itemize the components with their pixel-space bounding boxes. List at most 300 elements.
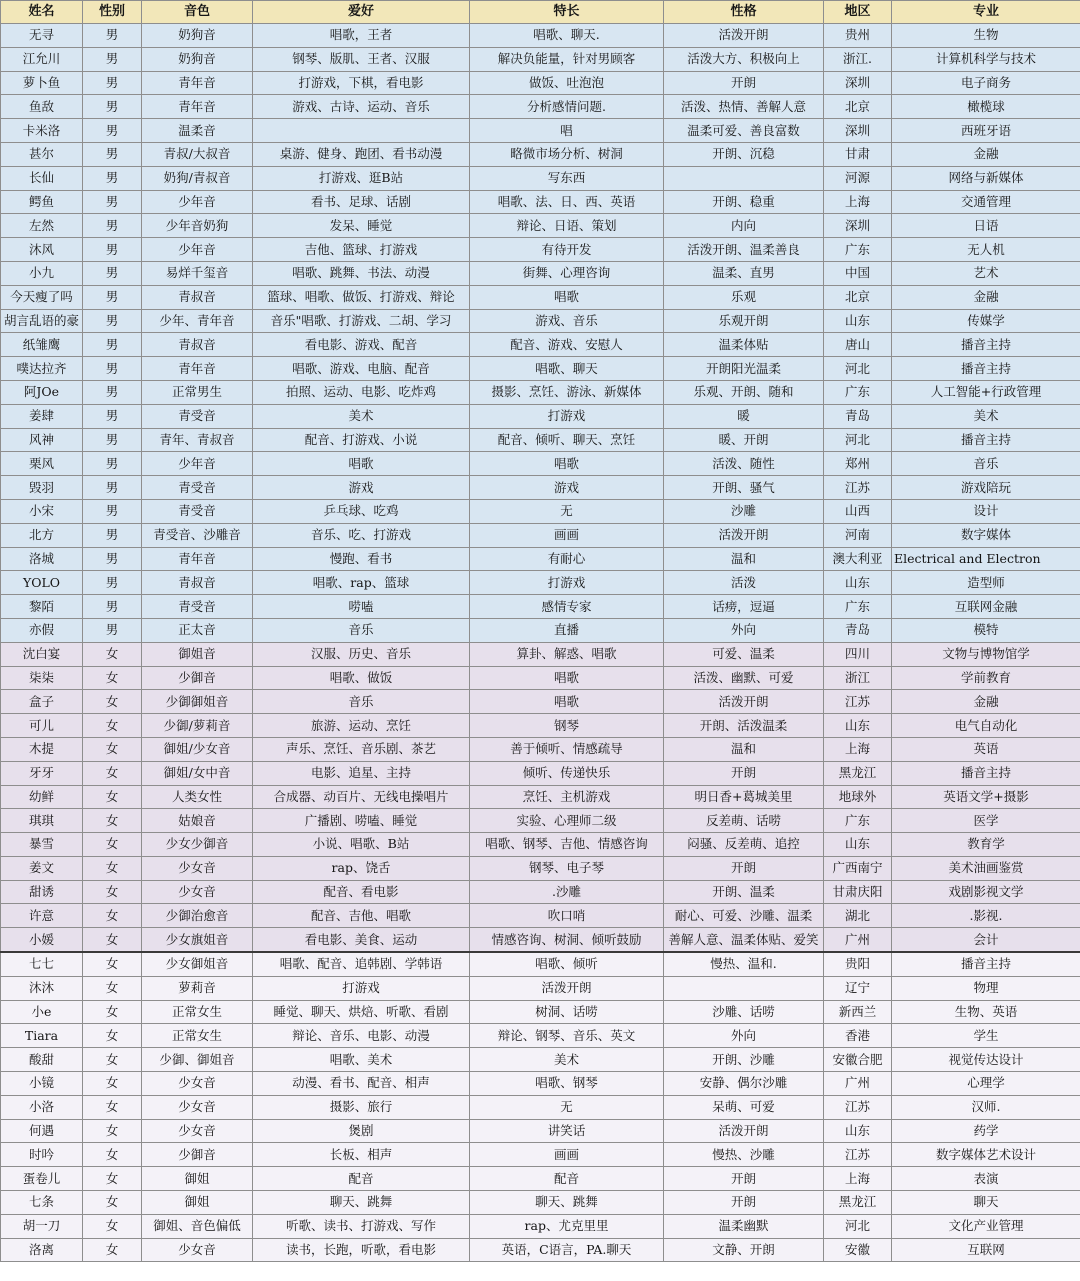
region-cell: 上海 xyxy=(824,737,892,761)
personality-cell: 开朗、温柔 xyxy=(664,880,824,904)
personality-cell: 开朗 xyxy=(664,856,824,880)
personality-cell: 活泼开朗 xyxy=(664,690,824,714)
major-cell: 模特 xyxy=(892,618,1080,642)
region-cell: 上海 xyxy=(824,1167,892,1191)
voice-cell: 少御御姐音 xyxy=(142,690,253,714)
hobby-cell: 游戏 xyxy=(253,476,470,500)
personality-cell: 开朗 xyxy=(664,761,824,785)
name-cell: 萝卜鱼 xyxy=(1,71,83,95)
major-cell: 播音主持 xyxy=(892,952,1080,976)
table-row xyxy=(1,666,1080,690)
region-cell: 广东 xyxy=(824,238,892,262)
gender-cell: 男 xyxy=(83,476,142,500)
hobby-cell: 摄影、旅行 xyxy=(253,1095,470,1119)
personality-cell: 温柔、直男 xyxy=(664,261,824,285)
personality-cell: 开朗、活泼温柔 xyxy=(664,714,824,738)
skill-cell: 唱歌、钢琴、吉他、情感咨询 xyxy=(470,833,664,857)
gender-cell: 男 xyxy=(83,142,142,166)
table-row xyxy=(1,309,1080,333)
region-cell: 湖北 xyxy=(824,904,892,928)
skill-cell: 街舞、心理咨询 xyxy=(470,261,664,285)
name-cell: 卡米洛 xyxy=(1,119,83,143)
skill-cell: 倾听、传递快乐 xyxy=(470,761,664,785)
region-cell: 深圳 xyxy=(824,214,892,238)
table-row xyxy=(1,190,1080,214)
name-cell: 沐沐 xyxy=(1,976,83,1000)
skill-cell: 唱歌、倾听 xyxy=(470,952,664,976)
gender-cell: 女 xyxy=(83,1143,142,1167)
voice-cell: 青年音 xyxy=(142,357,253,381)
voice-cell: 青受音、沙雕音 xyxy=(142,523,253,547)
major-cell: 播音主持 xyxy=(892,428,1080,452)
personality-cell: 外向 xyxy=(664,1024,824,1048)
gender-cell: 男 xyxy=(83,71,142,95)
region-cell: 广东 xyxy=(824,809,892,833)
voice-cell: 易烊千玺音 xyxy=(142,261,253,285)
name-cell: 可儿 xyxy=(1,714,83,738)
gender-cell: 女 xyxy=(83,833,142,857)
gender-cell: 女 xyxy=(83,714,142,738)
hobby-cell: 广播剧、唠嗑、睡觉 xyxy=(253,809,470,833)
region-cell: 贵州 xyxy=(824,24,892,48)
region-cell: 河北 xyxy=(824,428,892,452)
name-cell: 鳄鱼 xyxy=(1,190,83,214)
gender-cell: 男 xyxy=(83,214,142,238)
personality-cell: 内向 xyxy=(664,214,824,238)
hobby-cell: 唱歌、rap、篮球 xyxy=(253,571,470,595)
region-cell: 广西南宁 xyxy=(824,856,892,880)
header-row xyxy=(1,1,1080,24)
gender-cell: 女 xyxy=(83,952,142,976)
name-cell: 小媛 xyxy=(1,928,83,952)
region-cell: 安徽 xyxy=(824,1238,892,1262)
table-row xyxy=(1,499,1080,523)
major-cell: 网络与新媒体 xyxy=(892,166,1080,190)
region-cell: 浙江 xyxy=(824,666,892,690)
major-cell: 心理学 xyxy=(892,1072,1080,1096)
name-cell: 阿JOe xyxy=(1,380,83,404)
hobby-cell: 钢琴、版肌、王者、汉服 xyxy=(253,47,470,71)
column-header: 姓名 xyxy=(1,1,83,24)
name-cell: 胡言乱语的豪 xyxy=(1,309,83,333)
name-cell: 牙牙 xyxy=(1,761,83,785)
table-row xyxy=(1,261,1080,285)
region-cell: 贵阳 xyxy=(824,952,892,976)
personality-cell: 文静、开朗 xyxy=(664,1238,824,1262)
hobby-cell: 配音、看电影 xyxy=(253,880,470,904)
gender-cell: 男 xyxy=(83,499,142,523)
gender-cell: 男 xyxy=(83,618,142,642)
skill-cell: 唱歌 xyxy=(470,690,664,714)
table-row xyxy=(1,1072,1080,1096)
skill-cell: 唱歌 xyxy=(470,452,664,476)
gender-cell: 男 xyxy=(83,547,142,571)
skill-cell: 略微市场分析、树洞 xyxy=(470,142,664,166)
region-cell: 澳大利亚 xyxy=(824,547,892,571)
personality-cell: 暖、开朗 xyxy=(664,428,824,452)
major-cell: 表演 xyxy=(892,1167,1080,1191)
gender-cell: 男 xyxy=(83,24,142,48)
voice-cell: 正常男生 xyxy=(142,380,253,404)
region-cell: 山西 xyxy=(824,499,892,523)
hobby-cell: 唱歌、跳舞、书法、动漫 xyxy=(253,261,470,285)
hobby-cell: 打游戏，下棋，看电影 xyxy=(253,71,470,95)
table-row xyxy=(1,24,1080,48)
major-cell: 学生 xyxy=(892,1024,1080,1048)
name-cell: 暴雪 xyxy=(1,833,83,857)
table-row xyxy=(1,714,1080,738)
gender-cell: 女 xyxy=(83,976,142,1000)
hobby-cell: 煲剧 xyxy=(253,1119,470,1143)
personality-cell: 活泼大方、积极向上 xyxy=(664,47,824,71)
hobby-cell: 音乐 xyxy=(253,618,470,642)
table-row xyxy=(1,285,1080,309)
hobby-cell: 唱歌，王者 xyxy=(253,24,470,48)
major-cell: 文物与博物馆学 xyxy=(892,642,1080,666)
table-row xyxy=(1,928,1080,952)
skill-cell: 情感咨询、树洞、倾听鼓励 xyxy=(470,928,664,952)
region-cell: 上海 xyxy=(824,190,892,214)
major-cell: 生物、英语 xyxy=(892,1000,1080,1024)
region-cell: 江苏 xyxy=(824,690,892,714)
hobby-cell: 慢跑、看书 xyxy=(253,547,470,571)
skill-cell: 打游戏 xyxy=(470,571,664,595)
gender-cell: 男 xyxy=(83,47,142,71)
gender-cell: 男 xyxy=(83,285,142,309)
skill-cell: 活泼开朗 xyxy=(470,976,664,1000)
hobby-cell: 看电影、游戏、配音 xyxy=(253,333,470,357)
skill-cell: 配音、游戏、安慰人 xyxy=(470,333,664,357)
skill-cell: 游戏、音乐 xyxy=(470,309,664,333)
skill-cell: 烹饪、主机游戏 xyxy=(470,785,664,809)
gender-cell: 女 xyxy=(83,1095,142,1119)
voice-cell: 少女音 xyxy=(142,1238,253,1262)
region-cell: 青岛 xyxy=(824,618,892,642)
table-row xyxy=(1,1191,1080,1215)
gender-cell: 男 xyxy=(83,428,142,452)
major-cell: 戏剧影视文学 xyxy=(892,880,1080,904)
gender-cell: 女 xyxy=(83,1238,142,1262)
hobby-cell: rap、饶舌 xyxy=(253,856,470,880)
region-cell: 甘肃庆阳 xyxy=(824,880,892,904)
table-row xyxy=(1,1214,1080,1238)
hobby-cell: 音乐 xyxy=(253,690,470,714)
voice-cell: 少年、青年音 xyxy=(142,309,253,333)
name-cell: 小镜 xyxy=(1,1072,83,1096)
name-cell: 琪琪 xyxy=(1,809,83,833)
skill-cell: 英语，C语言，PA.聊天 xyxy=(470,1238,664,1262)
major-cell: 学前教育 xyxy=(892,666,1080,690)
name-cell: 亦假 xyxy=(1,618,83,642)
table-row xyxy=(1,380,1080,404)
personality-cell: 反差萌、话唠 xyxy=(664,809,824,833)
table-row xyxy=(1,761,1080,785)
region-cell: 安徽合肥 xyxy=(824,1048,892,1072)
skill-cell: 有待开发 xyxy=(470,238,664,262)
major-cell: 无人机 xyxy=(892,238,1080,262)
gender-cell: 男 xyxy=(83,166,142,190)
major-cell: 物理 xyxy=(892,976,1080,1000)
region-cell: 唐山 xyxy=(824,333,892,357)
hobby-cell: 配音、打游戏、小说 xyxy=(253,428,470,452)
region-cell: 辽宁 xyxy=(824,976,892,1000)
personality-cell: 开朗 xyxy=(664,1191,824,1215)
table-row xyxy=(1,642,1080,666)
voice-cell: 温柔音 xyxy=(142,119,253,143)
name-cell: 胡一刀 xyxy=(1,1214,83,1238)
region-cell: 河北 xyxy=(824,1214,892,1238)
name-cell: 幼鲜 xyxy=(1,785,83,809)
column-header: 特长 xyxy=(470,1,664,24)
gender-cell: 男 xyxy=(83,95,142,119)
region-cell: 青岛 xyxy=(824,404,892,428)
region-cell: 北京 xyxy=(824,95,892,119)
table-row xyxy=(1,428,1080,452)
skill-cell: 打游戏 xyxy=(470,404,664,428)
name-cell: 今天瘦了吗 xyxy=(1,285,83,309)
major-cell: Electrical and Electron xyxy=(892,547,1080,571)
gender-cell: 男 xyxy=(83,261,142,285)
gender-cell: 女 xyxy=(83,785,142,809)
personality-cell: 暖 xyxy=(664,404,824,428)
skill-cell: 善于倾听、情感疏导 xyxy=(470,737,664,761)
major-cell: 计算机科学与技术 xyxy=(892,47,1080,71)
skill-cell: 画画 xyxy=(470,523,664,547)
table-row xyxy=(1,1238,1080,1262)
major-cell: 电气自动化 xyxy=(892,714,1080,738)
gender-cell: 女 xyxy=(83,1119,142,1143)
voice-cell: 青年、青叔音 xyxy=(142,428,253,452)
gender-cell: 女 xyxy=(83,928,142,952)
region-cell: 山东 xyxy=(824,571,892,595)
name-cell: 小洛 xyxy=(1,1095,83,1119)
table-row xyxy=(1,737,1080,761)
hobby-cell: 音乐"唱歌、打游戏、二胡、学习 xyxy=(253,309,470,333)
voice-cell: 御姐/少女音 xyxy=(142,737,253,761)
personality-cell: 活泼、热情、善解人意 xyxy=(664,95,824,119)
gender-cell: 男 xyxy=(83,357,142,381)
hobby-cell: 配音 xyxy=(253,1167,470,1191)
name-cell: 鱼敌 xyxy=(1,95,83,119)
skill-cell: 有耐心 xyxy=(470,547,664,571)
region-cell: 深圳 xyxy=(824,71,892,95)
table-row xyxy=(1,1119,1080,1143)
voice-cell: 御姐 xyxy=(142,1167,253,1191)
skill-cell: 钢琴 xyxy=(470,714,664,738)
name-cell: 小e xyxy=(1,1000,83,1024)
hobby-cell: 吉他、篮球、打游戏 xyxy=(253,238,470,262)
personality-cell: 可爱、温柔 xyxy=(664,642,824,666)
hobby-cell: 合成器、动百片、无线电操唱片 xyxy=(253,785,470,809)
hobby-cell: 桌游、健身、跑团、看书动漫 xyxy=(253,142,470,166)
name-cell: 甜诱 xyxy=(1,880,83,904)
name-cell: 噗达拉齐 xyxy=(1,357,83,381)
table-row xyxy=(1,452,1080,476)
major-cell: 英语文学+摄影 xyxy=(892,785,1080,809)
personality-cell: 开朗、沉稳 xyxy=(664,142,824,166)
region-cell: 浙江. xyxy=(824,47,892,71)
hobby-cell: 发呆、睡觉 xyxy=(253,214,470,238)
name-cell: 风神 xyxy=(1,428,83,452)
personality-cell: 沙雕、话唠 xyxy=(664,1000,824,1024)
major-cell: 金融 xyxy=(892,690,1080,714)
voice-cell: 青叔/大叔音 xyxy=(142,142,253,166)
skill-cell: 钢琴、电子琴 xyxy=(470,856,664,880)
hobby-cell: 唱歌、美术 xyxy=(253,1048,470,1072)
major-cell: 英语 xyxy=(892,737,1080,761)
table-row xyxy=(1,785,1080,809)
column-header: 性别 xyxy=(83,1,142,24)
major-cell: 数字媒体 xyxy=(892,523,1080,547)
major-cell: 传媒学 xyxy=(892,309,1080,333)
voice-cell: 青受音 xyxy=(142,499,253,523)
personality-cell: 安静、偶尔沙雕 xyxy=(664,1072,824,1096)
voice-cell: 少女音 xyxy=(142,880,253,904)
hobby-cell: 配音、吉他、唱歌 xyxy=(253,904,470,928)
voice-cell: 奶狗/青叔音 xyxy=(142,166,253,190)
skill-cell: 美术 xyxy=(470,1048,664,1072)
skill-cell: 摄影、烹饪、游泳、新媒体 xyxy=(470,380,664,404)
personality-cell: 温柔体贴 xyxy=(664,333,824,357)
voice-cell: 少御音 xyxy=(142,1143,253,1167)
region-cell: 山东 xyxy=(824,1119,892,1143)
voice-cell: 少御治愈音 xyxy=(142,904,253,928)
voice-cell: 少女少御音 xyxy=(142,833,253,857)
name-cell: 柒柒 xyxy=(1,666,83,690)
skill-cell: 唱歌、法、日、西、英语 xyxy=(470,190,664,214)
skill-cell: rap、尤克里里 xyxy=(470,1214,664,1238)
personality-cell: 呆萌、可爱 xyxy=(664,1095,824,1119)
gender-cell: 男 xyxy=(83,119,142,143)
table-row xyxy=(1,523,1080,547)
major-cell: 美术 xyxy=(892,404,1080,428)
skill-cell: .沙雕 xyxy=(470,880,664,904)
voice-cell: 青年音 xyxy=(142,95,253,119)
name-cell: 江允川 xyxy=(1,47,83,71)
name-cell: 七七 xyxy=(1,952,83,976)
personality-cell: 活泼、幽默、可爱 xyxy=(664,666,824,690)
hobby-cell: 音乐、吃、打游戏 xyxy=(253,523,470,547)
major-cell: 日语 xyxy=(892,214,1080,238)
personality-cell: 温柔可爱、善良富数 xyxy=(664,119,824,143)
voice-cell: 青叔音 xyxy=(142,333,253,357)
name-cell: 甚尔 xyxy=(1,142,83,166)
table-row xyxy=(1,571,1080,595)
region-cell: 江苏 xyxy=(824,1143,892,1167)
region-cell: 郑州 xyxy=(824,452,892,476)
personality-cell: 开朗、沙雕 xyxy=(664,1048,824,1072)
personality-cell: 开朗阳光温柔 xyxy=(664,357,824,381)
personality-cell: 慢热、温和. xyxy=(664,952,824,976)
hobby-cell: 旅游、运动、烹饪 xyxy=(253,714,470,738)
major-cell: 播音主持 xyxy=(892,357,1080,381)
region-cell: 山东 xyxy=(824,833,892,857)
hobby-cell: 电影、追星、主持 xyxy=(253,761,470,785)
skill-cell: 写东西 xyxy=(470,166,664,190)
gender-cell: 女 xyxy=(83,1167,142,1191)
table-row xyxy=(1,142,1080,166)
hobby-cell: 辩论、音乐、电影、动漫 xyxy=(253,1024,470,1048)
voice-cell: 御姐/女中音 xyxy=(142,761,253,785)
hobby-cell: 唱歌 xyxy=(253,452,470,476)
hobby-cell: 拍照、运动、电影、吃炸鸡 xyxy=(253,380,470,404)
hobby-cell: 聊天、跳舞 xyxy=(253,1191,470,1215)
hobby-cell: 唠嗑 xyxy=(253,595,470,619)
personality-cell: 温和 xyxy=(664,547,824,571)
voice-cell: 正常女生 xyxy=(142,1024,253,1048)
gender-cell: 女 xyxy=(83,1000,142,1024)
personality-cell: 活泼开朗 xyxy=(664,523,824,547)
region-cell: 香港 xyxy=(824,1024,892,1048)
name-cell: 黎陌 xyxy=(1,595,83,619)
table-row xyxy=(1,357,1080,381)
major-cell: 金融 xyxy=(892,285,1080,309)
skill-cell: 做饭、吐泡泡 xyxy=(470,71,664,95)
personality-cell: 温柔幽默 xyxy=(664,1214,824,1238)
table-row xyxy=(1,333,1080,357)
gender-cell: 男 xyxy=(83,404,142,428)
gender-cell: 女 xyxy=(83,904,142,928)
major-cell: 医学 xyxy=(892,809,1080,833)
gender-cell: 男 xyxy=(83,452,142,476)
name-cell: 七条 xyxy=(1,1191,83,1215)
hobby-cell: 汉服、历史、音乐 xyxy=(253,642,470,666)
hobby-cell: 动漫、看书、配音、相声 xyxy=(253,1072,470,1096)
hobby-cell: 唱歌、配音、追韩剧、学韩语 xyxy=(253,952,470,976)
personality-cell: 温和 xyxy=(664,737,824,761)
table-row xyxy=(1,976,1080,1000)
voice-cell: 少年音 xyxy=(142,238,253,262)
name-cell: 沈白宴 xyxy=(1,642,83,666)
name-cell: 姜肆 xyxy=(1,404,83,428)
skill-cell: 无 xyxy=(470,1095,664,1119)
major-cell: 会计 xyxy=(892,928,1080,952)
hobby-cell: 打游戏、逛B站 xyxy=(253,166,470,190)
skill-cell: 无 xyxy=(470,499,664,523)
gender-cell: 男 xyxy=(83,190,142,214)
major-cell: 播音主持 xyxy=(892,761,1080,785)
column-header: 地区 xyxy=(824,1,892,24)
personality-cell: 明日香+葛城美里 xyxy=(664,785,824,809)
voice-cell: 少御/萝莉音 xyxy=(142,714,253,738)
skill-cell: 游戏 xyxy=(470,476,664,500)
column-header: 音色 xyxy=(142,1,253,24)
personality-cell: 开朗 xyxy=(664,1167,824,1191)
major-cell: 互联网金融 xyxy=(892,595,1080,619)
personality-cell: 慢热、沙雕 xyxy=(664,1143,824,1167)
personality-cell xyxy=(664,166,824,190)
skill-cell: 树洞、话唠 xyxy=(470,1000,664,1024)
table-row xyxy=(1,1024,1080,1048)
major-cell: 设计 xyxy=(892,499,1080,523)
skill-cell: 辩论、日语、策划 xyxy=(470,214,664,238)
name-cell: 酸甜 xyxy=(1,1048,83,1072)
major-cell: 汉师. xyxy=(892,1095,1080,1119)
hobby-cell xyxy=(253,119,470,143)
voice-cell: 少女音 xyxy=(142,856,253,880)
region-cell: 广州 xyxy=(824,928,892,952)
skill-cell: 解决负能量，针对男顾客 xyxy=(470,47,664,71)
voice-cell: 青年音 xyxy=(142,547,253,571)
major-cell: 橄榄球 xyxy=(892,95,1080,119)
hobby-cell: 篮球、唱歌、做饭、打游戏、辩论 xyxy=(253,285,470,309)
skill-cell: 唱歌 xyxy=(470,285,664,309)
personality-cell: 乐观 xyxy=(664,285,824,309)
skill-cell: 聊天、跳舞 xyxy=(470,1191,664,1215)
region-cell: 山东 xyxy=(824,714,892,738)
voice-cell: 青叔音 xyxy=(142,571,253,595)
hobby-cell: 唱歌、做饭 xyxy=(253,666,470,690)
